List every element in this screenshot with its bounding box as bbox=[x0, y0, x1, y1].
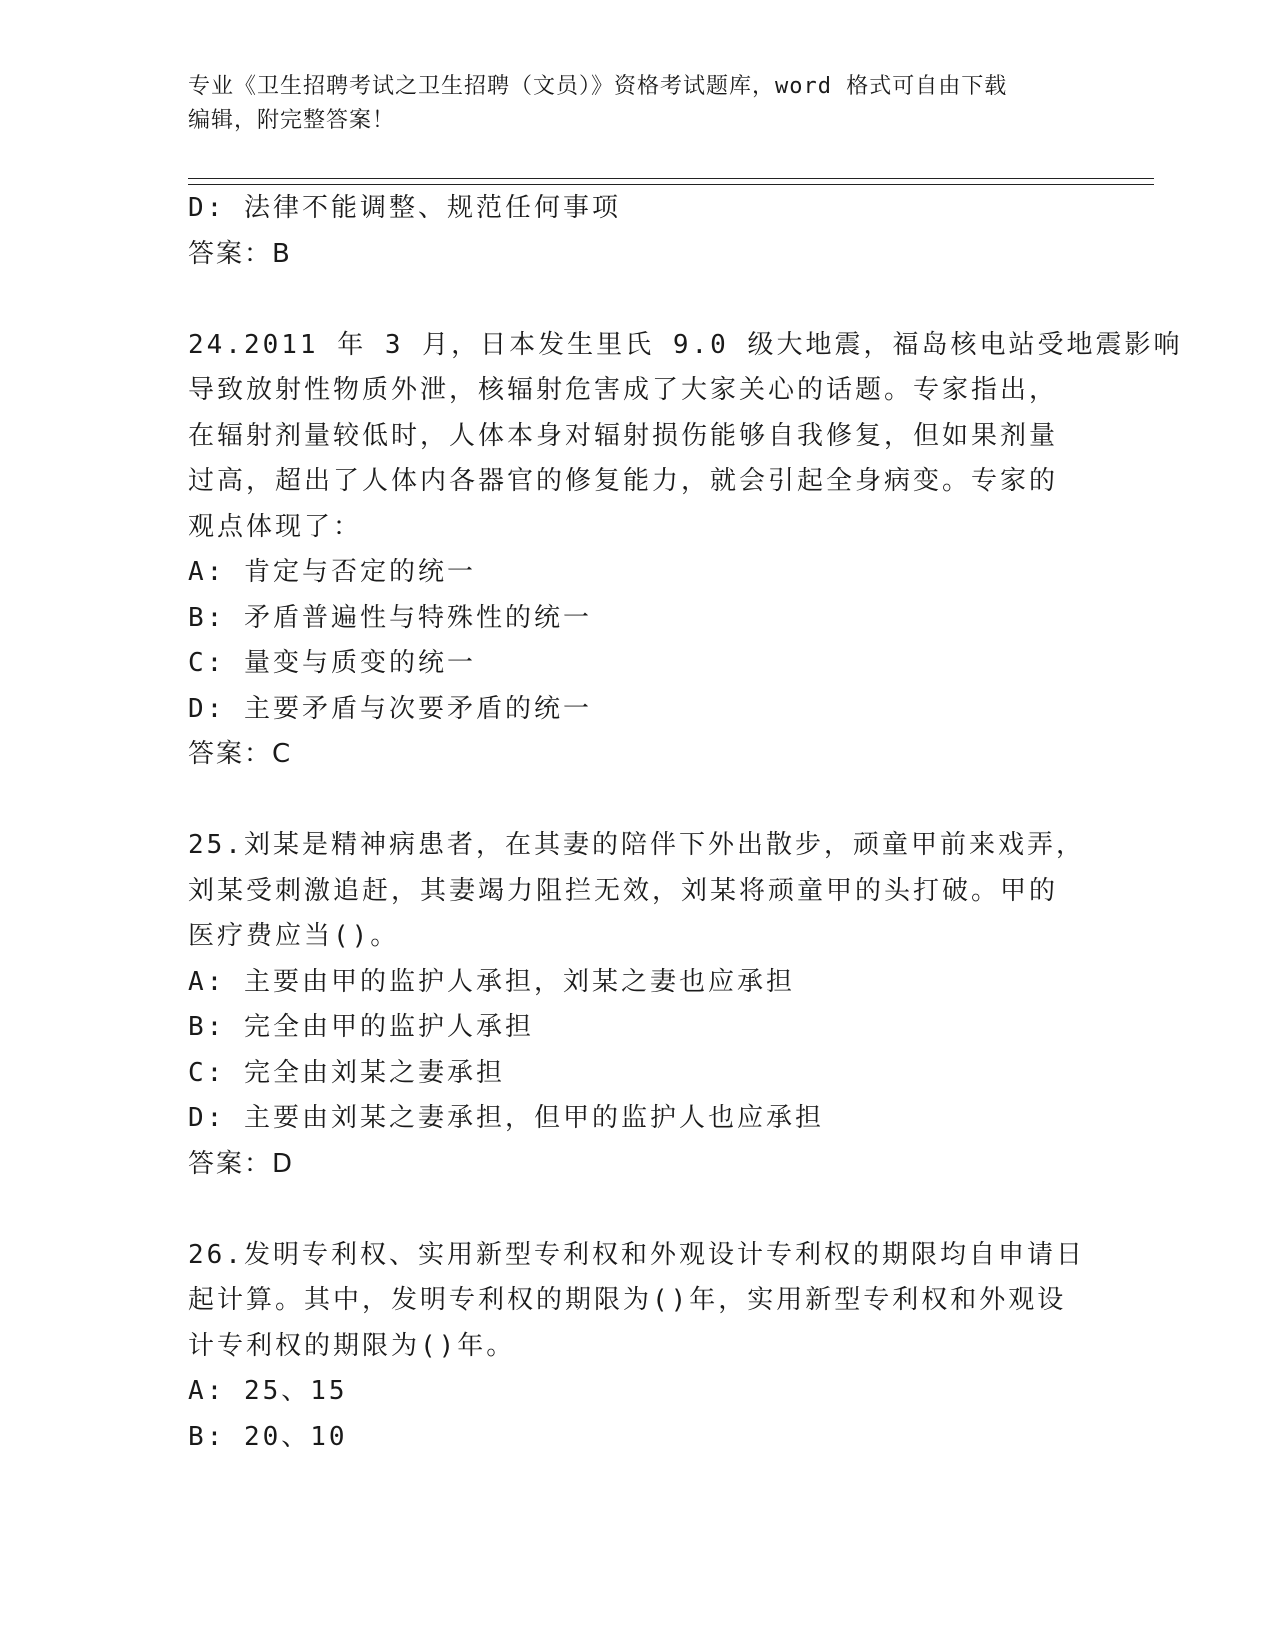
question-25-option-c: C: 完全由刘某之妻承担 bbox=[188, 1057, 505, 1088]
question-26-text-line: 26.发明专利权、实用新型专利权和外观设计专利权的期限均自申请日 bbox=[188, 1239, 1085, 1270]
header-divider-thick bbox=[188, 178, 1154, 179]
question-25-text-line: 刘某受刺激追赶，其妻竭力阻拦无效，刘某将顽童甲的头打破。甲的 bbox=[188, 875, 1059, 906]
question-26-text-line: 起计算。其中，发明专利权的期限为()年，实用新型专利权和外观设 bbox=[188, 1285, 1067, 1315]
question-25-option-b: B: 完全由甲的监护人承担 bbox=[188, 1012, 534, 1042]
question-24-option-a: A: 肯定与否定的统一 bbox=[188, 557, 476, 587]
spacer bbox=[188, 277, 1088, 323]
question-25-text-line: 医疗费应当()。 bbox=[188, 921, 400, 951]
header-line-2: 编辑，附完整答案！ bbox=[188, 108, 396, 133]
question-26 bbox=[188, 1233, 1088, 1461]
question-26-option-b: B: 20、10 bbox=[188, 1421, 348, 1452]
prev-question-option-d: D: 法律不能调整、规范任何事项 bbox=[188, 193, 621, 223]
question-24-text-line: 导致放射性物质外泄，核辐射危害成了大家关心的话题。专家指出， bbox=[188, 375, 1059, 405]
header-line-1: 专业《卫生招聘考试之卫生招聘（文员）》资格考试题库，word 格式可自由下载 bbox=[188, 74, 1008, 99]
question-24-option-c: C: 量变与质变的统一 bbox=[188, 648, 476, 678]
prev-question-answer: 答案：B bbox=[188, 238, 292, 269]
question-24-option-b: B: 矛盾普遍性与特殊性的统一 bbox=[188, 602, 592, 633]
question-24-text-line: 观点体现了： bbox=[188, 511, 363, 542]
question-25-option-a: A: 主要由甲的监护人承担，刘某之妻也应承担 bbox=[188, 966, 795, 997]
question-26-option-a: A: 25、15 bbox=[188, 1376, 348, 1406]
question-24-option-d: D: 主要矛盾与次要矛盾的统一 bbox=[188, 693, 592, 724]
document-header bbox=[188, 70, 1088, 138]
question-24 bbox=[188, 323, 1183, 778]
document-body bbox=[188, 186, 1183, 1460]
question-24-text-line: 24.2011 年 3 月，日本发生里氏 9.0 级大地震，福岛核电站受地震影响 bbox=[188, 329, 1183, 360]
header-divider-thin bbox=[188, 184, 1154, 185]
question-24-answer: 答案：C bbox=[188, 739, 293, 769]
question-25-option-d: D: 主要由刘某之妻承担，但甲的监护人也应承担 bbox=[188, 1103, 824, 1133]
question-24-text-line: 在辐射剂量较低时，人体本身对辐射损伤能够自我修复，但如果剂量 bbox=[188, 420, 1059, 451]
question-25 bbox=[188, 823, 1088, 1187]
spacer bbox=[188, 1187, 1088, 1233]
question-24-text-line: 过高，超出了人体内各器官的修复能力，就会引起全身病变。专家的 bbox=[188, 466, 1059, 496]
question-25-answer: 答案：D bbox=[188, 1148, 295, 1179]
question-25-text-line: 25.刘某是精神病患者，在其妻的陪伴下外出散步，顽童甲前来戏弄， bbox=[188, 830, 1085, 860]
spacer bbox=[188, 778, 1088, 824]
question-26-text-line: 计专利权的期限为()年。 bbox=[188, 1330, 516, 1361]
